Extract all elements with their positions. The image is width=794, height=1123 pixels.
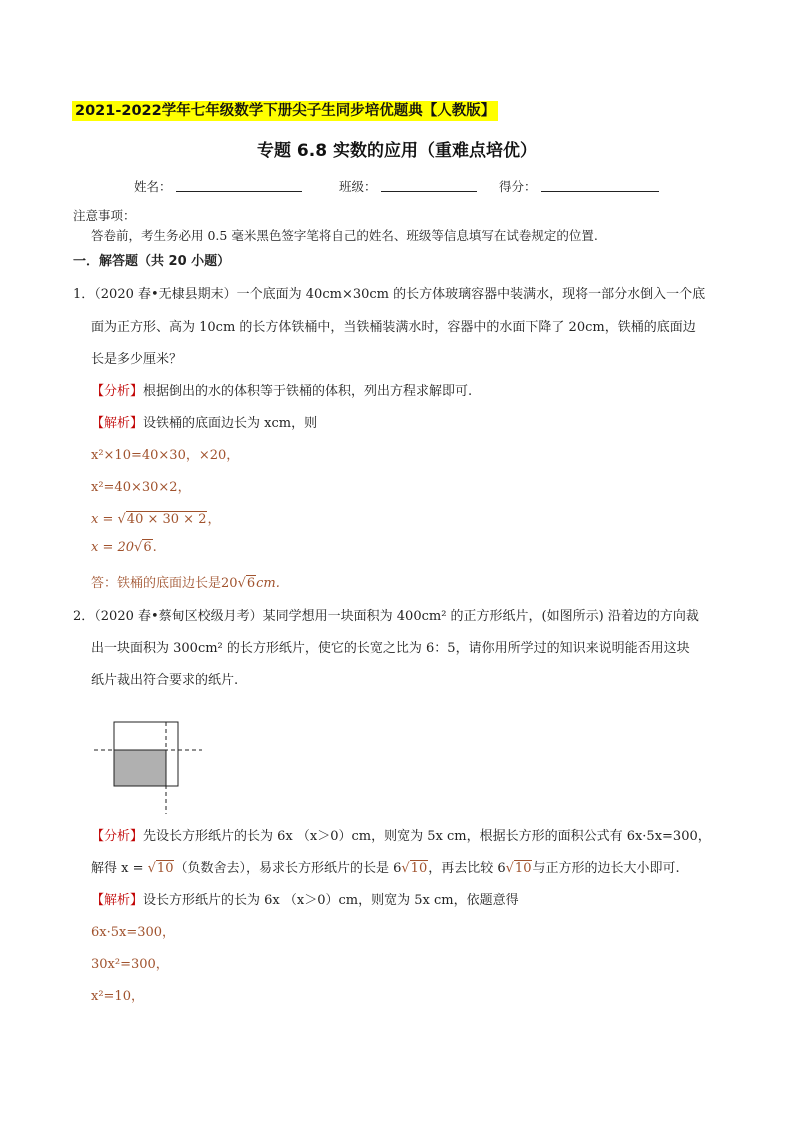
q2-analysis2-radicand3: 10 [514, 861, 532, 876]
name-label: 姓名： [134, 179, 172, 194]
q1-step2: x²=40×30×2， [91, 480, 191, 495]
square-paper-figure [90, 718, 210, 818]
q1-step3-radicand: 40 × 30 × 2 [126, 512, 207, 527]
q1-answer-radicand: 6 [246, 576, 256, 591]
q1-step3-end: ， [207, 512, 221, 527]
q2-line1: 2．（2020 春•蔡甸区校级月考）某同学想用一块面积为 400cm² 的正方形纸片，(如图所示) 沿着边的方向裁 [73, 609, 699, 624]
score-label: 得分： [499, 179, 537, 194]
q1-step4-radicand: 6 [143, 540, 152, 555]
sqrt-symbol: √ [237, 576, 246, 591]
q1-solution-tag: 【解析】 [91, 416, 144, 431]
q2-analysis-text1: 先设长方形纸片的长为 6x （x＞0）cm，则宽为 5x cm，根据长方形的面积公式有 6x·5x=300， [143, 829, 711, 844]
shaded-rectangle [114, 750, 166, 786]
q1-step4-end: . [152, 540, 157, 555]
q1-line3: 长是多少厘米？ [91, 352, 183, 367]
sqrt-symbol: √ [117, 512, 126, 527]
sqrt-symbol: √ [401, 861, 410, 876]
q2-analysis2-mid: （负数舍去），易求长方形纸片的长是 6 [174, 861, 402, 876]
q2-solution [91, 889, 519, 908]
notice-heading: 注意事项： [73, 208, 136, 223]
q1-analysis-tag: 【分析】 [91, 384, 144, 399]
class-field[interactable] [381, 191, 477, 192]
q2-solution-tag: 【解析】 [91, 893, 144, 908]
q1-analysis-text: 根据倒出的水的体积等于铁桶的体积，列出方程求解即可. [143, 384, 473, 399]
q1-solution [91, 412, 317, 431]
sqrt-symbol: √ [505, 861, 514, 876]
q2-analysis2-end: 与正方形的边长大小即可. [532, 861, 680, 876]
name-field[interactable] [176, 191, 302, 192]
q2-line3: 纸片裁出符合要求的纸片. [91, 673, 239, 688]
q1-line2: 面为正方形、高为 10cm 的长方体铁桶中，当铁桶装满水时，容器中的水面下降了 20cm，铁桶的底面边 [91, 320, 696, 335]
q2-step1: 6x·5x=300， [91, 925, 176, 940]
q2-analysis-line2 [91, 857, 680, 876]
q1-answer-value: 20 [221, 576, 238, 591]
q1-step4 [91, 540, 157, 555]
section-heading: 一．解答题（共 20 小题） [73, 254, 231, 269]
class-label: 班级： [339, 179, 377, 194]
q2-step3: x²=10， [91, 989, 144, 1004]
q2-line2: 出一块面积为 300cm² 的长方形纸片，使它的长宽之比为 6：5，请你用所学过的知识来说明能否用这块 [91, 641, 690, 656]
q1-answer-unit: cm. [256, 576, 280, 591]
sqrt-symbol: √ [134, 540, 143, 555]
q1-analysis [91, 380, 472, 399]
document-title: 专题 6.8 实数的应用（重难点培优） [257, 141, 537, 161]
q2-analysis2-mid2: ，再去比较 6 [428, 861, 506, 876]
q2-analysis-tag: 【分析】 [91, 829, 144, 844]
q2-step2: 30x²=300， [91, 957, 169, 972]
series-title: 2021-2022学年七年级数学下册尖子生同步培优题典【人教版】 [72, 101, 498, 121]
q1-line1: 1．（2020 春•无棣县期末）一个底面为 40cm×30cm 的长方体玻璃容器中装满水，现将一部分水倒入一个底 [73, 287, 706, 302]
q2-solution-text: 设长方形纸片的长为 6x （x＞0）cm，则宽为 5x cm，依题意得 [143, 893, 519, 908]
q2-analysis [91, 825, 711, 844]
q1-step3-lhs: x = [91, 512, 118, 527]
q1-step3 [91, 508, 220, 527]
q1-solution-text: 设铁桶的底面边长为 xcm，则 [143, 416, 318, 431]
q1-step1: x²×10=40×30，×20， [91, 448, 240, 463]
score-field[interactable] [541, 191, 659, 192]
q2-analysis2-radicand2: 10 [410, 861, 428, 876]
q1-step4-lhs: x = 20 [91, 540, 135, 555]
sqrt-symbol: √ [147, 861, 156, 876]
q2-analysis2-pre: 解得 x = [91, 861, 148, 876]
q2-analysis2-radicand: 10 [156, 861, 174, 876]
q1-answer [91, 572, 280, 591]
q1-answer-text: 答：铁桶的底面边长是 [91, 576, 222, 591]
notice-text: 答卷前，考生务必用 0.5 毫米黑色签字笔将自己的姓名、班级等信息填写在试卷规定的位置. [91, 228, 598, 243]
